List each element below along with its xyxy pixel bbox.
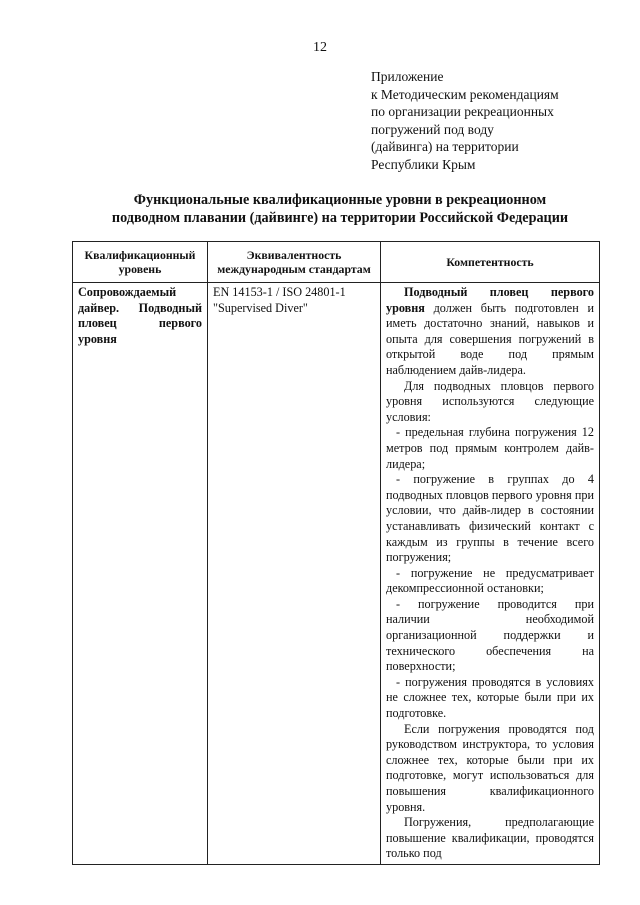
header-level: Квалификационный уровень (73, 242, 208, 283)
header-equivalence: Эквивалентность международным стандартам (208, 242, 381, 283)
competence-paragraph: Если погружения проводятся под руководством инструктора, то условия сложнее тех, которые были при их подготовке, могут использоваться для повышения квалификационного уровня. (386, 721, 594, 814)
table-header-row (73, 242, 600, 283)
competence-paragraph: Погружения, предполагающие повышение квалификации, проводятся только под (386, 815, 594, 861)
condition-item: - погружения проводятся в условиях не сложнее тех, которые были при их подготовке. (386, 674, 594, 721)
condition-item: - погружение в группах до 4 подводных пловцов первого уровня при условии, что дайв-лидер в состоянии устанавливать физический контакт с каждым из группы в течение всего погружения; (386, 472, 594, 565)
equivalence-name: "Supervised Diver" (213, 300, 308, 315)
competence-paragraph (386, 285, 594, 379)
appendix-line: по организации рекреационных (371, 104, 554, 119)
condition-item: - погружение не предусматривает декомпрессионной остановки; (386, 565, 594, 596)
header-competence: Компетентность (381, 242, 600, 283)
appendix-line: Республики Крым (371, 156, 476, 172)
document-title (60, 191, 620, 227)
condition-item: - погружение проводится при наличии необходимой организационной поддержки и технического обеспечения на поверхности; (386, 596, 594, 674)
appendix-line: (дайвинга) на территории (371, 139, 519, 154)
cell-equivalence (208, 283, 381, 865)
equivalence-standard: EN 14153-1 / ISO 24801-1 (213, 285, 346, 299)
page-number: 12 (313, 40, 327, 55)
appendix-note (371, 68, 621, 173)
cell-competence (381, 283, 600, 865)
table-row (73, 283, 600, 865)
competence-paragraph: Для подводных пловцов первого уровня используются следующие условия: (386, 378, 594, 424)
title-line-1: Функциональные квалификационные уровни в рекреационном (133, 192, 547, 208)
qualification-table (72, 241, 600, 865)
condition-item: - предельная глубина погружения 12 метров под прямым контролем дайв-лидера; (386, 425, 594, 471)
cell-level: Сопровождаемый дайвер. Подводный пловец первого уровня (73, 283, 208, 865)
title-line-2: подводном плавании (дайвинге) на территории Российской Федерации (111, 210, 569, 226)
appendix-line: Приложение (371, 69, 444, 84)
appendix-line: к Методическим рекомендациям (371, 86, 559, 102)
competence-term: Подводный пловец первого уровня (386, 285, 594, 315)
competence-text: должен быть подготовлен и иметь достаточно знаний, навыков и опыта для совершения погружений в открытой воде под прямым наблюдением дайв-лидера. (386, 300, 594, 377)
appendix-line: погружений под воду (371, 121, 494, 137)
